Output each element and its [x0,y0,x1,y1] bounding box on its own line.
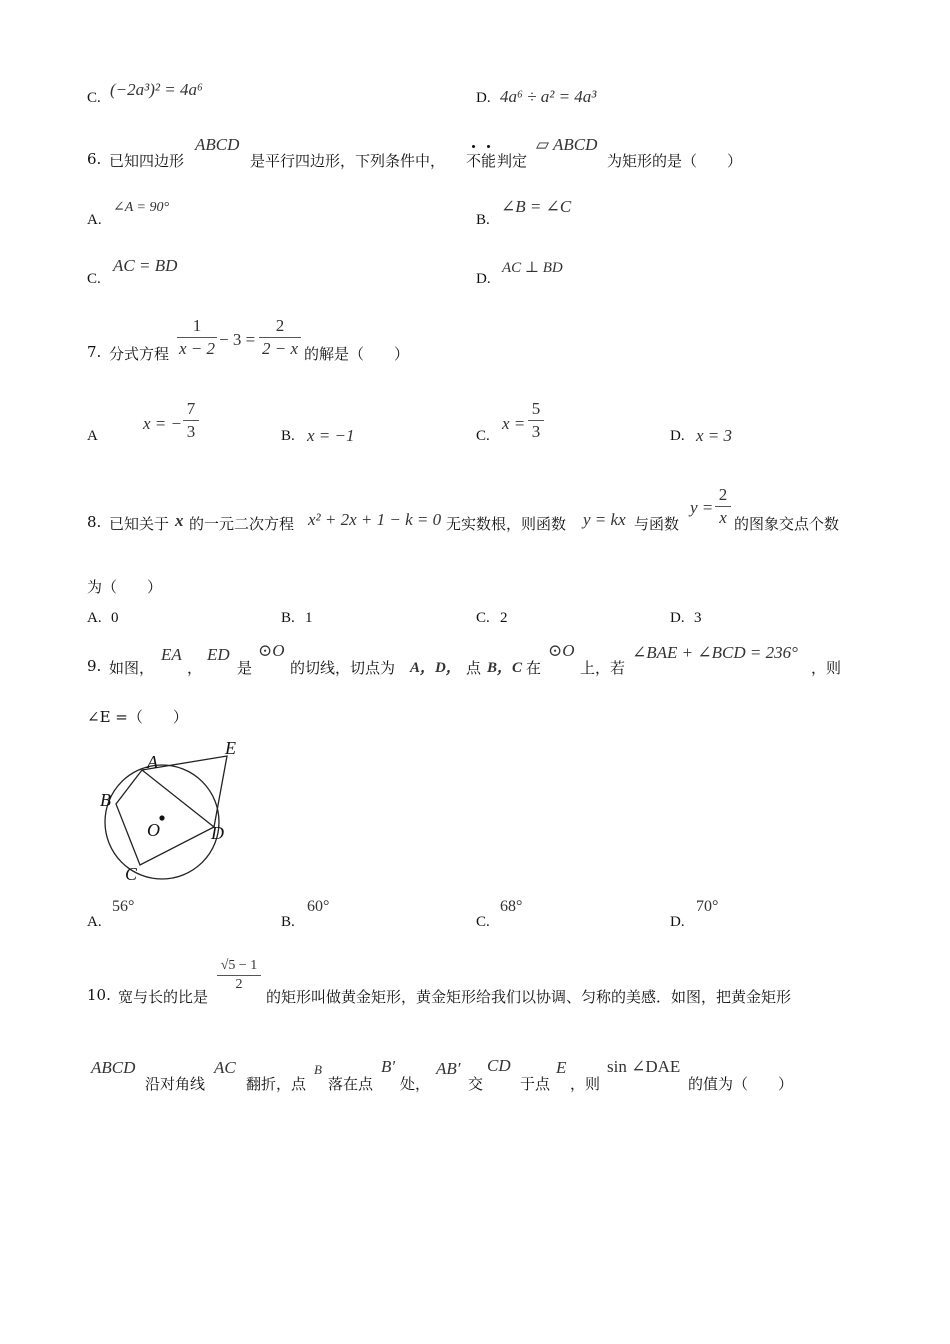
q8-option-c: 2 [500,610,508,626]
circle-o [105,765,219,879]
q6-option-b-expr: ∠B = ∠C [501,197,572,216]
label-o: O [147,820,160,840]
q8-function-2-den: x [719,508,727,527]
q10-math-b-prime: B′ [381,1057,396,1076]
q10-math-b: B [314,1062,322,1077]
q8-option-a: 0 [111,610,119,626]
q9-option-d-label: D. [670,914,685,930]
q10-math-ab-prime: AB′ [436,1059,461,1078]
q8-text4: 与函数 [634,515,680,533]
q5-option-d-label: D. [476,90,491,106]
q9-points-1: A，D， [410,660,461,676]
q9-option-c-label: C. [476,914,490,930]
q5-option-c-expr: (−2a³)² = 4a⁶ [110,80,203,99]
q9-option-b-label: B. [281,914,295,930]
q10-fraction-num: √5 − 1 [217,958,261,976]
q7-number: 7. [87,343,102,361]
q10-t6: 于点 [520,1075,551,1093]
label-a: A [147,752,158,772]
q8-text2: 的一元二次方程 [189,515,295,533]
q9-text2: 是 [237,659,253,677]
q8-function-2-fraction [715,485,731,528]
q8-function-1: y = kx [583,510,626,529]
q6-option-b-label: B. [476,212,490,228]
q8-function-2-num: 2 [715,485,731,507]
q8-option-d: 3 [694,610,702,626]
q7-option-b-expr: x = −1 [307,426,355,445]
q6-option-d-label: D. [476,271,491,287]
q8-var: x [175,511,184,530]
q8-option-c-label: C. [476,610,490,626]
q6-emphasis: 不能 [466,152,497,170]
q7-option-a-fraction [183,399,199,442]
q9-text7: ，则 [811,659,842,677]
q9-math-circle-2: ⊙O [548,641,575,660]
label-e: E [225,738,236,758]
q9-option-a: 56° [112,898,135,915]
q10-t2: 翻折，点 [246,1075,307,1093]
q10-t8: 的值为（ ） [688,1075,794,1093]
q6-text4: 为矩形的是（ ） [607,152,743,170]
q9-text3: 的切线，切点为 [290,659,396,677]
q9-math-circle-1: ⊙O [258,641,285,660]
q7-fraction-2-num: 2 [259,316,301,338]
q8-function-2-prefix: y = [690,498,714,517]
q9-sep: ， [187,659,203,677]
label-b: B [100,790,111,810]
q7-option-a-label: A [87,428,98,444]
label-d: D [211,823,224,843]
q9-math-ea: EA [161,645,182,664]
q10-t3: 落在点 [328,1075,374,1093]
q9-math-ed: ED [207,645,230,664]
q6-option-c-expr: AC = BD [113,256,178,275]
q6-text1: 已知四边形 [109,152,185,170]
q7-option-a-num: 7 [183,399,199,421]
q10-math-sin: sin ∠DAE [607,1057,681,1076]
q6-text3: 判定 [497,152,528,170]
q8-option-b: 1 [305,610,313,626]
q6-number: 6. [87,150,102,168]
q10-math-cd: CD [487,1056,511,1075]
q9-line2: ∠E =（ ） [87,708,188,726]
q7-text1: 分式方程 [109,345,170,363]
q7-option-d-expr: x = 3 [696,426,733,445]
q7-option-c-label: C. [476,428,490,444]
q8-text3: 无实数根，则函数 [446,515,567,533]
q9-text1: 如图， [109,659,155,677]
q8-text1: 已知关于 [109,515,170,533]
q9-text4: 点 [466,659,482,677]
q8-text5: 的图象交点个数 [734,515,840,533]
q6-math-abcd: ABCD [195,135,240,154]
q9-text6: 上，若 [580,659,626,677]
q6-option-a-label: A. [87,212,102,228]
q5-option-d-expr: 4a⁶ ÷ a² = 4a³ [500,87,597,106]
q6-option-a-expr: ∠A = 90° [113,200,170,215]
q10-math-ac: AC [214,1058,236,1077]
q10-t1: 沿对角线 [145,1075,206,1093]
q7-option-c-den: 3 [531,422,541,441]
q10-text1: 宽与长的比是 [118,988,209,1006]
q7-fraction-1 [177,316,217,359]
q7-fraction-2 [259,316,301,359]
q7-option-c-fraction [528,399,544,442]
q6-option-c-label: C. [87,271,101,287]
q7-option-d-label: D. [670,428,685,444]
q10-text2: 的矩形叫做黄金矩形，黄金矩形给我们以协调、匀称的美感．如图，把黄金矩形 [266,988,792,1006]
q10-t7: ，则 [570,1075,601,1093]
q9-points-2: B，C [487,660,523,676]
q7-option-b-label: B. [281,428,295,444]
q10-golden-fraction [217,958,261,993]
emphasis-dot [487,145,490,148]
q6-option-d-expr: AC ⊥ BD [502,260,563,276]
q7-mid: − 3 = [219,330,256,349]
q9-text5: 在 [526,659,542,677]
q10-math-e: E [556,1058,567,1077]
q7-fraction-1-num: 1 [177,316,217,338]
q9-number: 9. [87,657,102,675]
center-dot [159,815,164,820]
label-c: C [125,864,138,884]
q8-option-d-label: D. [670,610,685,626]
q7-option-c-num: 5 [528,399,544,421]
q10-math-abcd: ABCD [91,1058,136,1077]
q8-number: 8. [87,513,102,531]
emphasis-dot [472,145,475,148]
q10-number: 10. [87,986,111,1004]
q7-fraction-2-den: 2 − x [261,339,299,358]
q6-text2: 是平行四边形，下列条件中， [250,152,446,170]
q7-option-c-prefix: x = [502,414,526,433]
q9-math-angles: ∠BAE + ∠BCD = 236° [632,643,798,662]
q8-option-b-label: B. [281,610,295,626]
q8-option-a-label: A. [87,610,102,626]
q7-option-a-prefix: x = − [143,414,182,433]
q9-figure [90,732,260,887]
q9-option-d: 70° [696,898,719,915]
q7-text2: 的解是（ ） [304,345,410,363]
q8-equation: x² + 2x + 1 − k = 0 [308,510,442,529]
q9-option-b: 60° [307,898,330,915]
q10-t5: 交 [468,1075,484,1093]
q9-option-a-label: A. [87,914,102,930]
q7-option-a-den: 3 [186,422,196,441]
q8-line2: 为（ ） [87,578,163,596]
quadrilateral-abcd [116,770,214,865]
q7-fraction-1-den: x − 2 [178,339,216,358]
q5-option-c-label: C. [87,90,101,106]
q6-math-parallelogram: ▱ ABCD [536,135,598,154]
q10-t4: 处， [400,1075,431,1093]
q10-fraction-den: 2 [235,977,243,992]
q9-option-c: 68° [500,898,523,915]
